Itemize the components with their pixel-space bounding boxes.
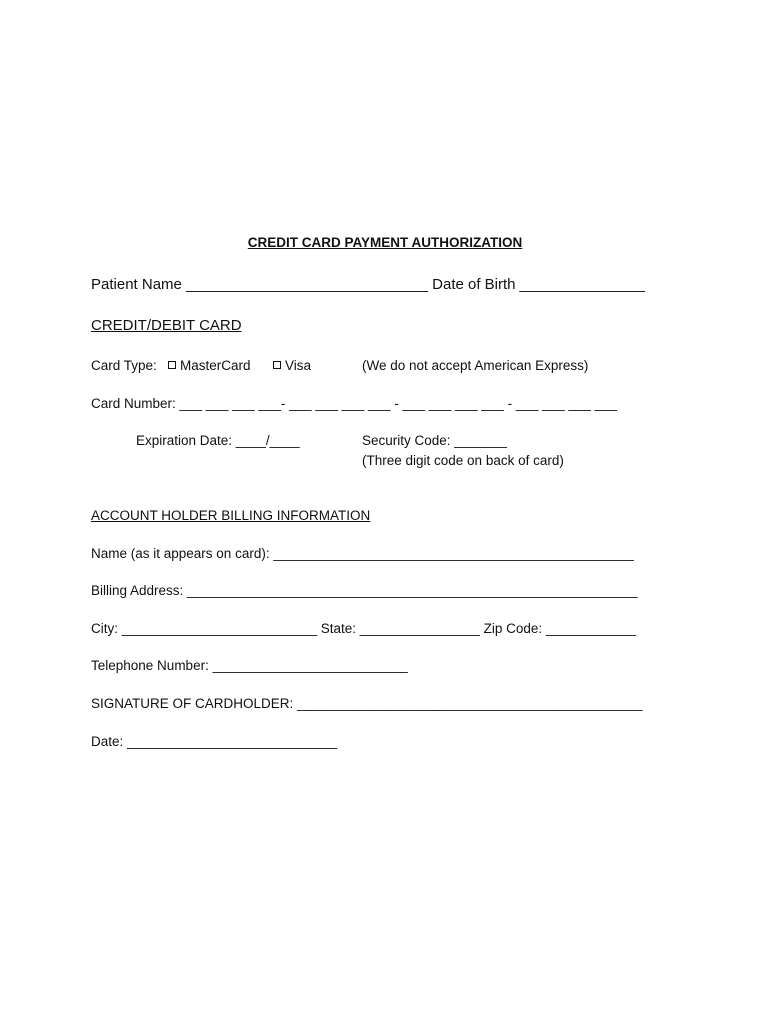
visa-option[interactable] <box>273 358 311 374</box>
visa-checkbox[interactable] <box>273 361 281 369</box>
card-type-label: Card Type: <box>91 358 157 373</box>
expiration-date-field[interactable]: Expiration Date: ____/____ <box>136 433 300 448</box>
telephone-field[interactable]: Telephone Number: __________________________ <box>91 658 408 673</box>
billing-info-heading: ACCOUNT HOLDER BILLING INFORMATION <box>91 508 371 523</box>
cardholder-name-field[interactable]: Name (as it appears on card): ________________________________________________ <box>91 546 634 561</box>
billing-address-field[interactable]: Billing Address: ____________________________________________________________ <box>91 583 638 598</box>
credit-debit-card-heading: CREDIT/DEBIT CARD <box>91 317 242 334</box>
form-title: CREDIT CARD PAYMENT AUTHORIZATION <box>247 235 523 250</box>
patient-name-dob-field[interactable]: Patient Name _____________________________ Date of Birth _______________ <box>91 276 645 293</box>
mastercard-option[interactable] <box>168 358 251 374</box>
date-field[interactable]: Date: ____________________________ <box>91 734 338 749</box>
security-code-field[interactable]: Security Code: _______ <box>362 433 507 448</box>
signature-field[interactable]: SIGNATURE OF CARDHOLDER: ______________________________________________ <box>91 696 643 711</box>
card-number-field[interactable]: Card Number: ___ ___ ___ ___- ___ ___ ___ ___ - ___ ___ ___ ___ - ___ ___ ___ ___ <box>91 396 618 411</box>
security-code-note: (Three digit code on back of card) <box>362 453 564 468</box>
visa-label: Visa <box>285 358 312 373</box>
mastercard-label: MasterCard <box>180 358 251 373</box>
city-state-zip-field[interactable]: City: __________________________ State: ________________ Zip Code: ____________ <box>91 621 636 636</box>
mastercard-checkbox[interactable] <box>168 361 176 369</box>
no-amex-note: (We do not accept American Express) <box>362 358 589 373</box>
